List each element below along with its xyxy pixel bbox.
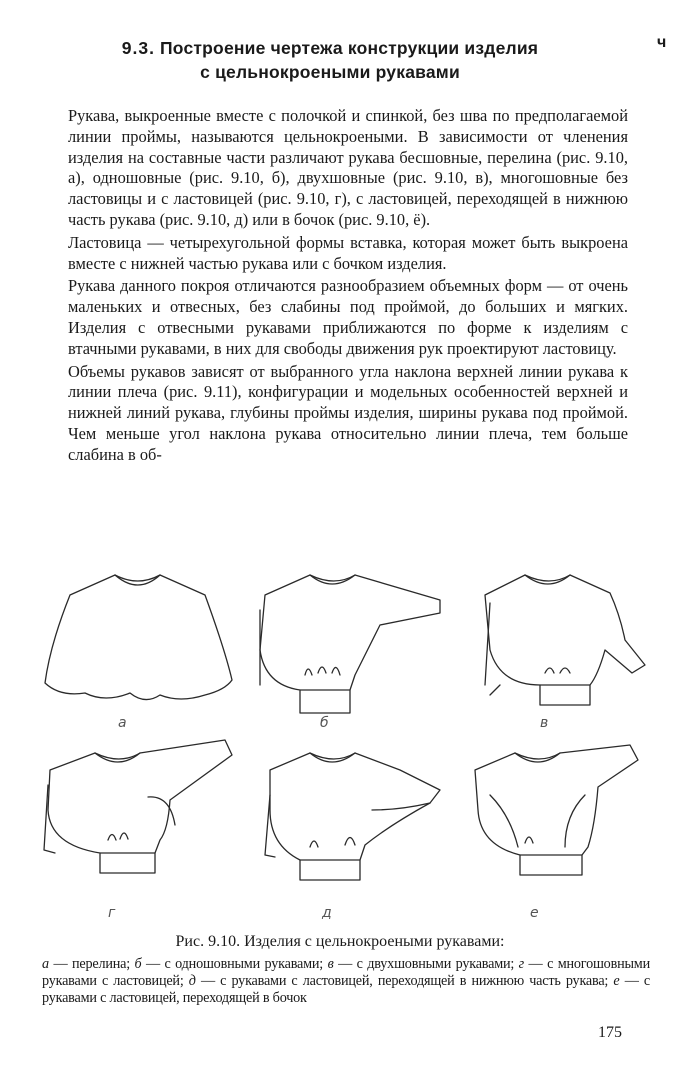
legend-key-d: д [188, 973, 196, 989]
legend-key-e: е [613, 973, 620, 989]
legend-key-b: б [134, 956, 142, 972]
figure-label-g: г [108, 905, 116, 921]
section-title-line2: с цельнокроеными рукавами [200, 62, 460, 82]
drawing-e-gusset-side [475, 745, 638, 875]
legend-key-v: в [327, 956, 334, 972]
drawing-g-multi-seam [44, 740, 232, 873]
legend-text-g: — с многошовными рукавами с ластовицей; [42, 956, 650, 989]
legend-key-a: а [42, 956, 49, 972]
legend-text-a: — перелина; [48, 956, 135, 972]
figure-caption: Рис. 9.10. Изделия с цельнокроеными рукавами: [175, 933, 505, 950]
legend-key-g: г [518, 956, 525, 972]
legend-text-b: — с одношовными рукавами; [141, 956, 328, 972]
figure-label-b: б [320, 715, 329, 731]
drawing-b-one-seam [260, 575, 440, 713]
figure-label-a: а [118, 715, 127, 731]
figure-9-10 [20, 555, 680, 935]
section-heading [40, 36, 620, 84]
drawing-v-two-seam [485, 575, 645, 705]
legend-text-e: — с рукавами с ластовицей, переходящей в бочок [42, 973, 650, 1006]
corner-mark: ч [657, 34, 667, 51]
drawing-d-gusset-lower [265, 753, 440, 880]
figure-legend [42, 956, 650, 1007]
section-number: 9.3. [121, 38, 155, 58]
legend-text-v: — с двухшовными рукавами; [333, 956, 519, 972]
paragraph-1: Рукава, выкроенные вместе с полочкой и спинкой, без шва по предполагаемой линии проймы, называются цельнокроеными. В зависимости от членения изделия на составные части различают рукава бесшовные, перелина (рис. 9.10, а), одношовные (рис. 9.10, б), двухшовные (рис. 9.10, в), многошовные без ластовицы и с ластовицей (рис. 9.10, г), с ластовицей, переходящей в нижнюю часть рукава (рис. 9.10, д) или в бочок (рис. 9.10, ё). [68, 106, 628, 229]
page-number: 175 [598, 1024, 622, 1041]
legend-text-d: — с рукавами с ластовицей, переходящей в нижнюю часть рукава; [195, 973, 614, 989]
figure-label-e: е [530, 905, 539, 921]
body-text [68, 106, 628, 468]
section-title-line1: Построение чертежа конструкции изделия [160, 38, 539, 58]
paragraph-4: Объемы рукавов зависят от выбранного угла наклона верхней линии рукава к линии плеча (рис. 9.11), конфигурации и модельных особенностей верхней и нижней линий рукава, глубины проймы изделия, ширины рукава под проймой. Чем меньше угол наклона рукава относительно линии плеча, тем больше слабина в об- [68, 361, 628, 464]
paragraph-3: Рукава данного покроя отличаются разнообразием объемных форм — от очень маленьких и отвесных, без слабины под проймой, до больших и мягких. Изделия с отвесными рукавами приближаются по форме к изделиям с втачными рукавами, в них для свободы движения рук проектируют ластовицу. [68, 276, 628, 358]
drawing-a-cape [45, 575, 232, 700]
figure-label-v: в [540, 715, 549, 731]
garment-drawings [20, 555, 680, 935]
figure-label-d: д [322, 905, 332, 921]
paragraph-2: Ластовица — четырехугольной формы вставка, которая может быть выкроена вместе с нижней частью рукава или с бочком изделия. [68, 232, 628, 273]
